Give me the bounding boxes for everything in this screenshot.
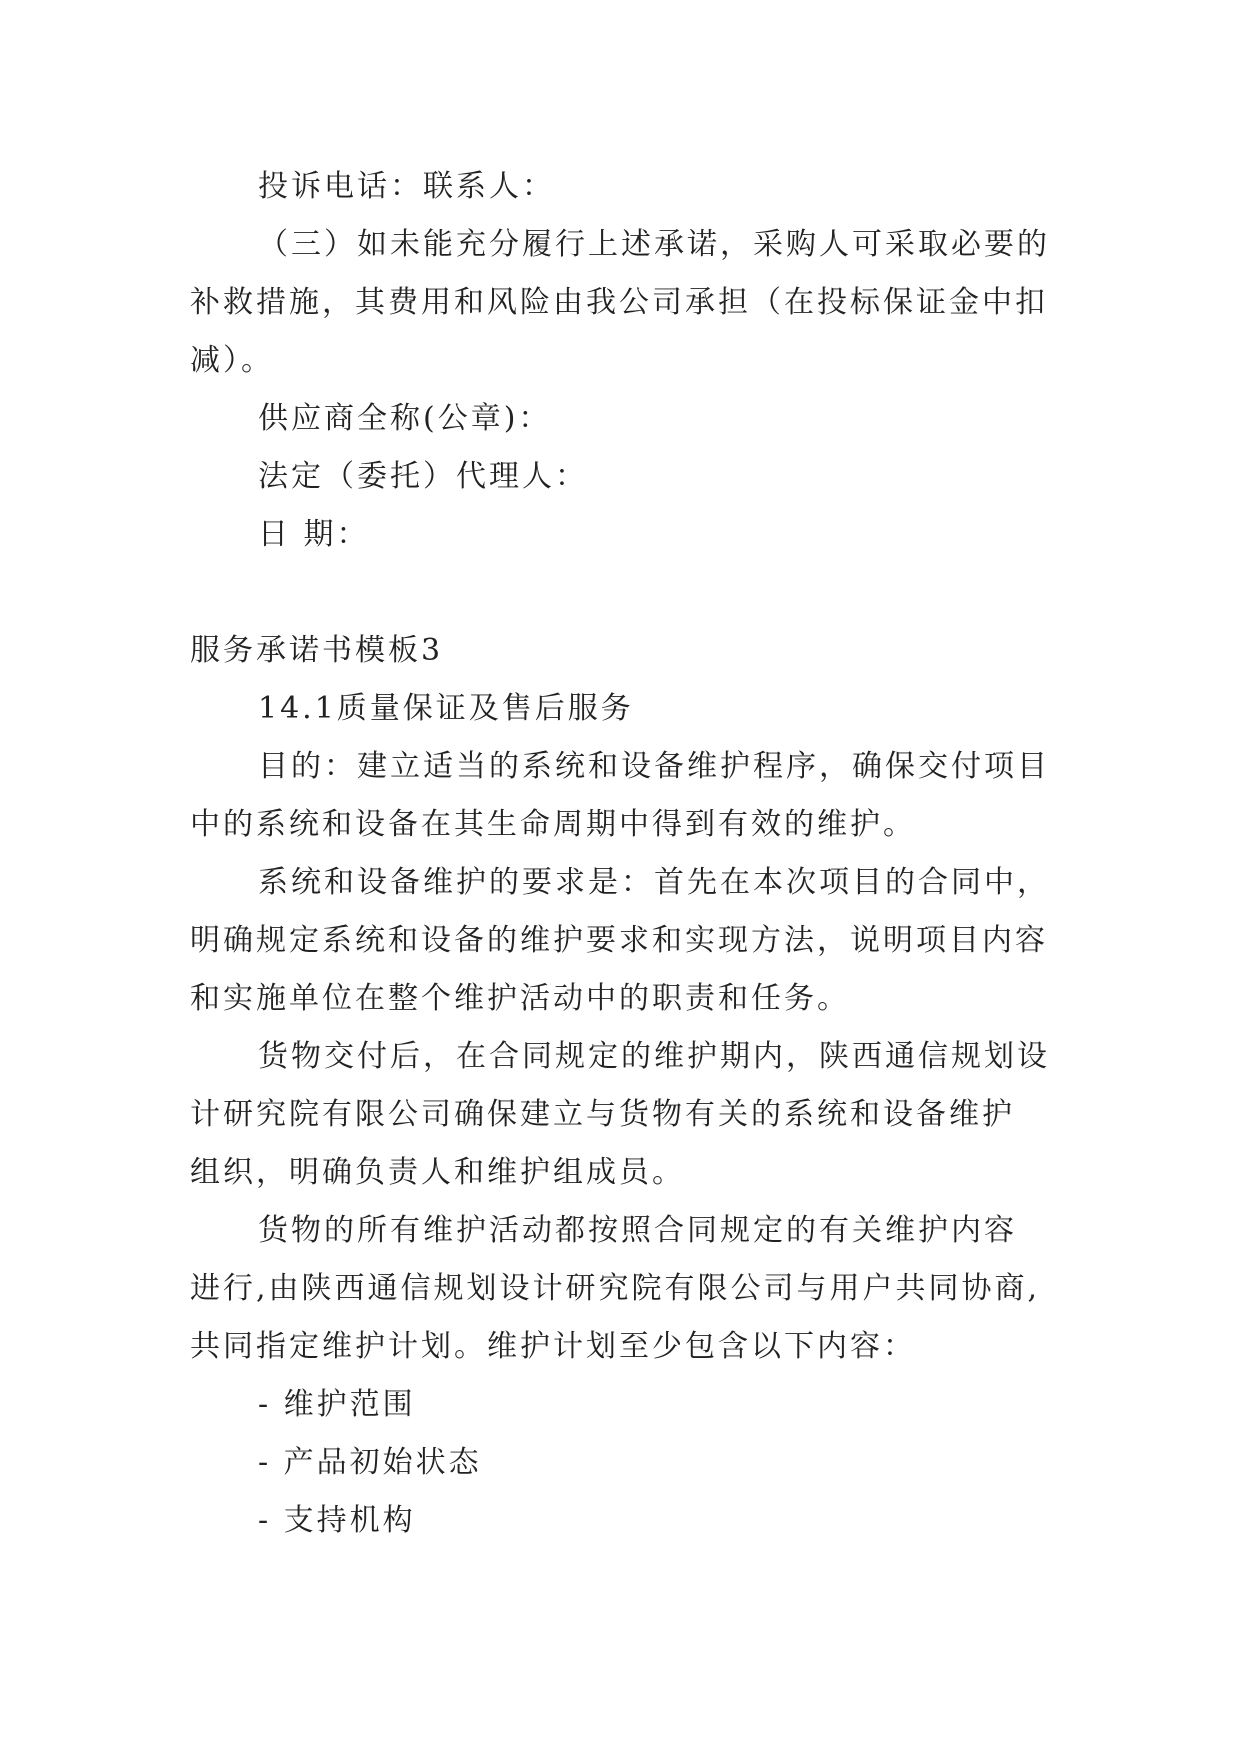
paragraph-line: 中的系统和设备在其生命周期中得到有效的维护。 [190,807,916,842]
section-title: 服务承诺书模板3 [190,633,444,668]
paragraph-line: 系统和设备维护的要求是：首先在本次项目的合同中， [258,865,1050,900]
complaint-phone-line: 投诉电话：联系人： [258,169,555,204]
paragraph-line: 补救措施，其费用和风险由我公司承担（在投标保证金中扣 [190,285,1048,320]
date-line: 日 期： [258,517,370,552]
paragraph-line: 减）。 [190,343,274,378]
paragraph-line: 目的：建立适当的系统和设备维护程序，确保交付项目 [258,749,1050,784]
list-item: - 支持机构 [258,1503,416,1538]
list-item: - 维护范围 [258,1387,416,1422]
paragraph-line: 计研究院有限公司确保建立与货物有关的系统和设备维护 [190,1097,1015,1132]
paragraph-line: 货物交付后，在合同规定的维护期内，陕西通信规划设 [258,1039,1050,1074]
agent-line: 法定（委托）代理人： [258,459,588,494]
paragraph-line: 进行,由陕西通信规划设计研究院有限公司与用户共同协商, [190,1271,1041,1306]
paragraph-line: 货物的所有维护活动都按照合同规定的有关维护内容 [258,1213,1017,1248]
paragraph-line: 和实施单位在整个维护活动中的职责和任务。 [190,981,850,1016]
subsection-title: 14.1质量保证及售后服务 [258,691,634,726]
list-item: - 产品初始状态 [258,1445,482,1480]
paragraph-line: 共同指定维护计划。维护计划至少包含以下内容： [190,1329,916,1364]
paragraph-line: （三）如未能充分履行上述承诺，采购人可采取必要的 [258,227,1050,262]
supplier-name-line: 供应商全称(公章)： [258,401,552,436]
paragraph-line: 组织，明确负责人和维护组成员。 [190,1155,685,1190]
paragraph-line: 明确规定系统和设备的维护要求和实现方法，说明项目内容 [190,923,1048,958]
